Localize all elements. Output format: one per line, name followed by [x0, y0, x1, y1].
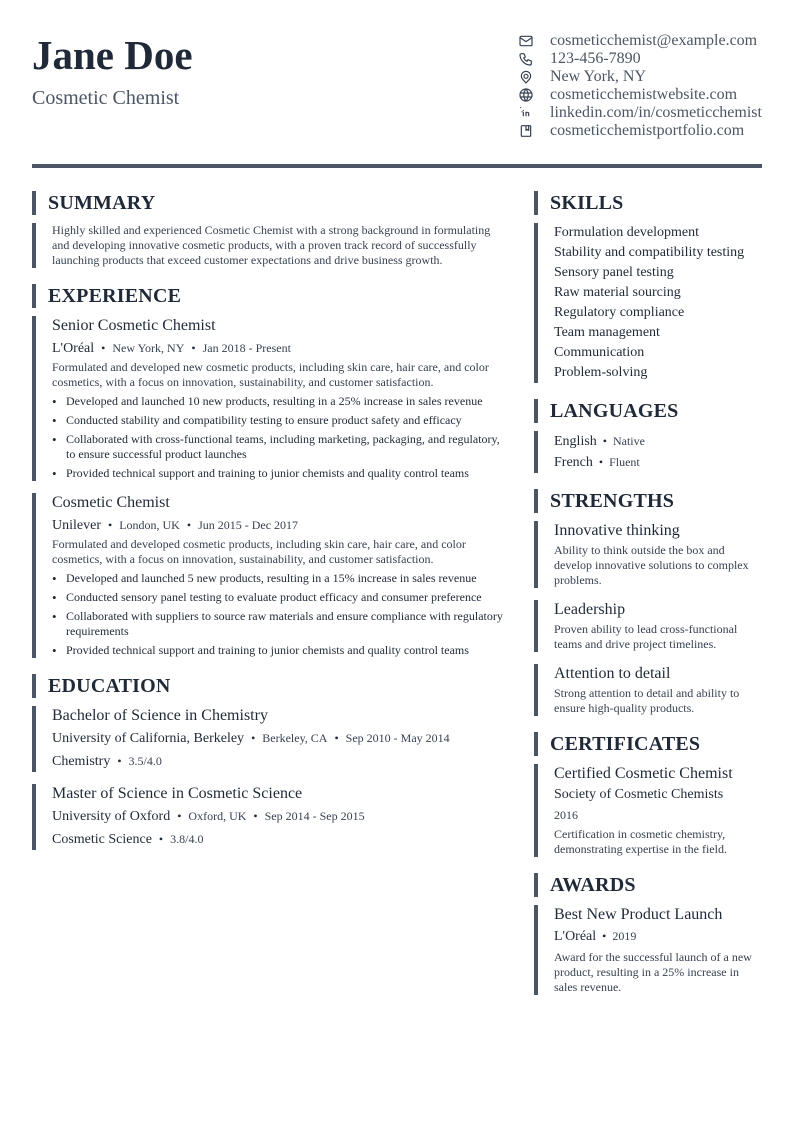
- strength-title: Innovative thinking: [554, 522, 680, 539]
- skill-item: Stability and compatibility testing: [554, 245, 745, 260]
- person-name: Jane Doe: [32, 32, 193, 78]
- experience-dates: Jan 2018 - Present: [202, 341, 291, 355]
- education-gpa: 3.8/4.0: [170, 832, 204, 846]
- award-meta: L'Oréal • 2019: [554, 929, 637, 944]
- skill-item: Raw material sourcing: [554, 285, 681, 300]
- languages-heading: LANGUAGES: [534, 399, 762, 423]
- award-year: 2019: [612, 929, 637, 943]
- experience-bullet: • Developed and launched 10 new products, resulting in a 25% increase in sales revenue: [52, 394, 507, 409]
- language-name: French: [554, 455, 593, 470]
- education-degree: Master of Science in Cosmetic Science: [52, 785, 303, 802]
- contact-website: [517, 86, 762, 104]
- summary-heading: SUMMARY: [32, 191, 507, 215]
- mail-icon: [517, 32, 535, 50]
- contact-portfolio: [517, 122, 762, 140]
- experience-bullets: [52, 571, 507, 658]
- skill-item: Problem-solving: [554, 365, 648, 380]
- education-school: University of Oxford: [52, 809, 171, 824]
- portfolio-link[interactable]: cosmeticchemistportfolio.com: [550, 122, 745, 139]
- skills-block: [534, 223, 762, 383]
- certificate-issuer: Society of Cosmetic Chemists: [554, 787, 724, 802]
- contact-email: [517, 32, 762, 50]
- education-dates: Sep 2010 - May 2014: [345, 731, 450, 745]
- education-field-row: Cosmetic Science • 3.8/4.0: [52, 832, 204, 847]
- experience-heading: EXPERIENCE: [32, 284, 507, 308]
- phone-text[interactable]: 123-456-7890: [550, 50, 641, 67]
- experience-title: Cosmetic Chemist: [52, 494, 170, 511]
- experience-company: L'Oréal: [52, 341, 95, 356]
- experience-dates: Jun 2015 - Dec 2017: [198, 518, 299, 532]
- certificate-title: Certified Cosmetic Chemist: [554, 765, 733, 782]
- education-field-row: Chemistry • 3.5/4.0: [52, 754, 162, 769]
- summary-block: [32, 223, 507, 268]
- website-link[interactable]: cosmeticchemistwebsite.com: [550, 86, 738, 103]
- experience-bullet: • Provided technical support and training to junior chemists and quality control teams: [52, 643, 507, 658]
- skill-item: Regulatory compliance: [554, 305, 685, 320]
- education-field: Cosmetic Science: [52, 832, 152, 847]
- location-text: New York, NY: [550, 68, 647, 85]
- strength-title: Leadership: [554, 601, 626, 618]
- contact-list: [517, 32, 762, 140]
- strength-item: [534, 521, 762, 588]
- strength-item: [534, 600, 762, 652]
- certificate-description: Certification in cosmetic chemistry, demonstrating expertise in the field.: [554, 827, 727, 856]
- experience-description: Formulated and developed new cosmetic products, including skin care, hair care, and color cosmetics, with a focus on innovation, sustainability, and customer satisfaction.: [52, 360, 489, 389]
- languages-block: [534, 431, 762, 473]
- experience-location: New York, NY: [112, 341, 185, 355]
- experience-item: [32, 493, 507, 658]
- experience-meta: L'Oréal • New York, NY • Jan 2018 - Present: [52, 341, 291, 356]
- experience-item: [32, 316, 507, 481]
- experience-description: Formulated and developed cosmetic products, including skin care, hair care, and color cosmetics, with a focus on innovation, sustainability, and customer satisfaction.: [52, 537, 466, 566]
- education-gpa: 3.5/4.0: [128, 754, 162, 768]
- award-title: Best New Product Launch: [554, 906, 723, 923]
- education-degree: Bachelor of Science in Chemistry: [52, 707, 268, 724]
- language-item: English • Native: [554, 434, 645, 449]
- experience-company: Unilever: [52, 518, 101, 533]
- education-location: Oxford, UK: [188, 809, 247, 823]
- skill-item: Sensory panel testing: [554, 265, 674, 280]
- linkedin-icon: [517, 104, 535, 122]
- education-location: Berkeley, CA: [262, 731, 328, 745]
- education-school: University of California, Berkeley: [52, 731, 245, 746]
- right-column: [534, 191, 762, 995]
- education-item: [32, 784, 507, 850]
- strength-title: Attention to detail: [554, 665, 671, 682]
- skill-item: Communication: [554, 345, 645, 360]
- email-link[interactable]: cosmeticchemist@example.com: [550, 32, 758, 49]
- header-identity: [32, 32, 193, 110]
- strength-description: Strong attention to detail and ability to ensure high-quality products.: [554, 686, 740, 715]
- experience-bullet: • Provided technical support and training to junior chemists and quality control teams: [52, 466, 507, 481]
- awards-heading: AWARDS: [534, 873, 762, 897]
- left-column: [32, 191, 507, 850]
- education-meta: University of Oxford • Oxford, UK • Sep 2014 - Sep 2015: [52, 809, 365, 824]
- contact-location: [517, 68, 762, 86]
- skills-heading: SKILLS: [534, 191, 762, 215]
- skill-item: Formulation development: [554, 225, 700, 240]
- strengths-heading: STRENGTHS: [534, 489, 762, 513]
- education-heading: EDUCATION: [32, 674, 507, 698]
- contact-linkedin: [517, 104, 762, 122]
- language-level: Fluent: [609, 455, 640, 469]
- experience-title: Senior Cosmetic Chemist: [52, 317, 216, 334]
- strength-description: Ability to think outside the box and develop innovative solutions to complex problems.: [554, 543, 749, 587]
- header-divider: [32, 164, 762, 168]
- education-meta: University of California, Berkeley • Berkeley, CA • Sep 2010 - May 2014: [52, 731, 450, 746]
- phone-icon: [517, 50, 535, 68]
- globe-icon: [517, 86, 535, 104]
- award-item: [534, 905, 762, 995]
- portfolio-icon: [517, 122, 535, 140]
- certificates-heading: CERTIFICATES: [534, 732, 762, 756]
- experience-meta: Unilever • London, UK • Jun 2015 - Dec 2017: [52, 518, 299, 533]
- language-level: Native: [612, 434, 645, 448]
- experience-bullet: • Conducted sensory panel testing to evaluate product efficacy and consumer preference: [52, 590, 507, 605]
- award-issuer: L'Oréal: [554, 929, 597, 944]
- location-pin-icon: [517, 68, 535, 86]
- linkedin-link[interactable]: linkedin.com/in/cosmeticchemist: [550, 104, 762, 121]
- skill-item: Team management: [554, 325, 660, 340]
- job-title-header: Cosmetic Chemist: [32, 87, 180, 109]
- strength-description: Proven ability to lead cross-functional teams and drive project timelines.: [554, 622, 738, 651]
- experience-bullet: • Developed and launched 5 new products, resulting in a 15% increase in sales revenue: [52, 571, 507, 586]
- award-description: Award for the successful launch of a new product, resulting in a 25% increase in sales revenue.: [554, 950, 752, 994]
- experience-bullet: • Conducted stability and compatibility testing to ensure product safety and efficacy: [52, 413, 507, 428]
- strength-item: [534, 664, 762, 716]
- education-item: [32, 706, 507, 772]
- experience-bullets: [52, 394, 507, 481]
- language-name: English: [554, 434, 597, 449]
- contact-phone: [517, 50, 762, 68]
- certificate-year: 2016: [554, 808, 578, 822]
- education-field: Chemistry: [52, 754, 111, 769]
- education-dates: Sep 2014 - Sep 2015: [264, 809, 365, 823]
- summary-text: Highly skilled and experienced Cosmetic Chemist with a strong background in formulating and developing innovative cosmetic products, with a proven track record of successfully launching products that exceed customer expectations and drive business growth.: [52, 223, 491, 267]
- experience-location: London, UK: [119, 518, 180, 532]
- certificate-item: [534, 764, 762, 857]
- experience-bullet: • Collaborated with cross-functional teams, including marketing, packaging, and regulatory, to ensure successful product launches: [52, 432, 507, 462]
- language-item: French • Fluent: [554, 455, 640, 470]
- experience-bullet: • Collaborated with suppliers to source raw materials and ensure compliance with regulatory requirements: [52, 609, 507, 639]
